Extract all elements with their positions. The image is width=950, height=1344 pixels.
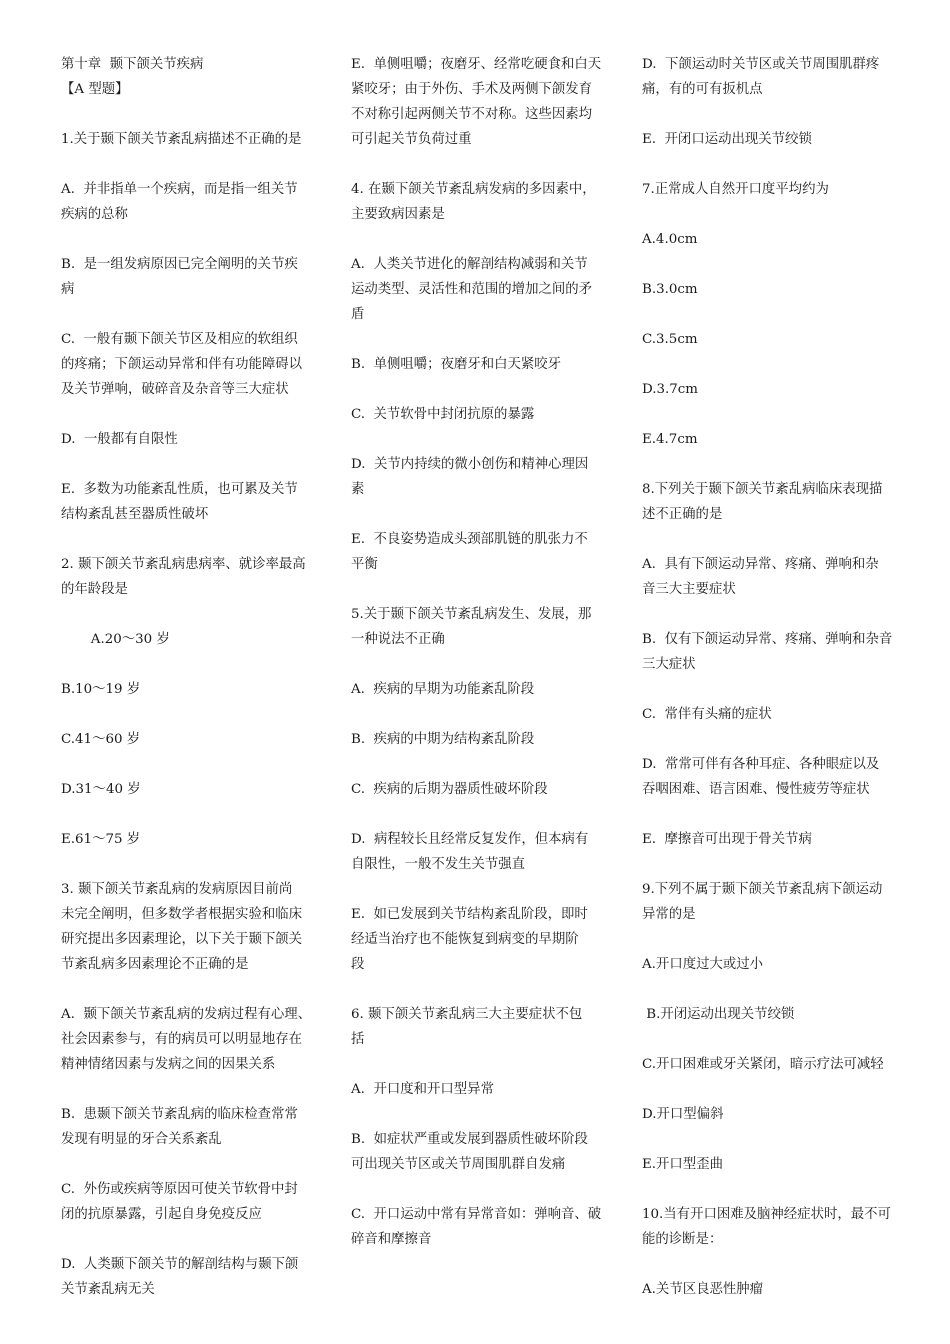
paragraph-gap [351,227,613,252]
text-line: 的年龄段是 [61,582,128,597]
paragraph-gap [61,652,323,677]
paragraph-gap [351,377,613,402]
text-line: 1.关于颞下颌关节紊乱病描述不正确的是 [61,132,302,147]
text-line: A. 人类关节进化的解剖结构减弱和关节 [351,257,588,272]
text-line: 段 [351,957,365,972]
paragraph-gap [61,102,323,127]
text-line: 闭的抗原暴露，引起自身免疫反应 [61,1207,262,1222]
paragraph-gap [61,802,323,827]
paragraph-gap [61,977,323,1002]
text-line: D. 常常可伴有各种耳症、各种眼症以及 [642,757,880,772]
text-line: A. 并非指单一个疾病，而是指一组关节 [61,182,298,197]
paragraph-gap [351,802,613,827]
text-line: 碎音和摩擦音 [351,1232,432,1247]
column-right [642,52,904,1302]
paragraph-gap [351,152,613,177]
paragraph-gap [61,852,323,877]
text-line: D. 关节内持续的微小创伤和精神心理因 [351,457,589,472]
paragraph-gap [642,1177,904,1202]
text-line: 素 [351,482,365,497]
paragraph-gap [642,1077,904,1102]
paragraph-gap [642,727,904,752]
paragraph-gap [642,927,904,952]
paragraph-gap [642,1127,904,1152]
paragraph-gap [61,302,323,327]
text-line: 4. 在颞下颌关节紊乱病发病的多因素中， [351,182,596,197]
text-line: D. 病程较长且经常反复发作，但本病有 [351,832,589,847]
text-line: E.61～75 岁 [61,832,141,847]
text-line: 精神情绪因素与发病之间的因果关系 [61,1057,276,1072]
paragraph-gap [351,1102,613,1127]
text-line: 可引起关节负荷过重 [351,132,472,147]
text-line: D. 一般都有自限性 [61,432,178,447]
paragraph-gap [642,1252,904,1277]
paragraph-gap [351,877,613,902]
text-line: A. 具有下颌运动异常、疼痛、弹响和杂 [642,557,879,572]
paragraph-gap [61,1227,323,1252]
paragraph-gap [61,527,323,552]
text-line: B. 疾病的中期为结构紊乱阶段 [351,732,535,747]
paragraph-gap [351,702,613,727]
text-line: 9.下列不属于颞下颌关节紊乱病下颌运动 [642,882,883,897]
text-line: 【A 型题】 [61,82,129,97]
paragraph-gap [642,102,904,127]
text-line: E. 不良姿势造成头颈部肌链的肌张力不 [351,532,588,547]
text-line: 关节紊乱病无关 [61,1282,155,1297]
text-line: 病 [61,282,75,297]
text-line: 及关节弹响，破碎音及杂音等三大症状 [61,382,289,397]
paragraph-gap [351,977,613,1002]
text-line: B.开闭运动出现关节绞锁 [642,1007,795,1022]
text-line: 未完全阐明，但多数学者根据实验和临床 [61,907,303,922]
text-line: 述不正确的是 [642,507,723,522]
paragraph-gap [61,1077,323,1102]
text-line: 疾病的总称 [61,207,128,222]
paragraph-gap [61,452,323,477]
text-line: B. 如症状严重或发展到器质性破坏阶段 [351,1132,588,1147]
text-line: 音三大主要症状 [642,582,736,597]
paragraph-gap [351,327,613,352]
text-line: 7.正常成人自然开口度平均约为 [642,182,829,197]
text-line: 2. 颞下颌关节紊乱病患病率、就诊率最高 [61,557,306,572]
text-line: 运动类型、灵活性和范围的增加之间的矛 [351,282,593,297]
text-line: B. 患颞下颌关节紊乱病的临床检查常常 [61,1107,298,1122]
text-line: A. 颞下颌关节紊乱病的发病过程有心理、 [61,1007,312,1022]
text-line: E. 如已发展到关节结构紊乱阶段，即时 [351,907,588,922]
paragraph-gap [642,852,904,877]
text-line: E.开口型歪曲 [642,1157,723,1172]
text-line: 自限性，一般不发生关节强直 [351,857,526,872]
text-line: E. 多数为功能紊乱性质，也可累及关节 [61,482,298,497]
text-line: 研究提出多因素理论，以下关于颞下颌关 [61,932,303,947]
text-line: B.10～19 岁 [61,682,141,697]
text-line: B. 单侧咀嚼；夜磨牙和白天紧咬牙 [351,357,562,372]
text-line: D. 下颌运动时关节区或关节周围肌群疼 [642,57,880,72]
paragraph-gap [61,227,323,252]
text-line: 能的诊断是： [642,1232,723,1247]
paragraph-gap [642,452,904,477]
text-line: B. 仅有下颌运动异常、疼痛、弹响和杂音 [642,632,893,647]
paragraph-gap [642,977,904,1002]
text-line: 结构紊乱甚至器质性破坏 [61,507,209,522]
text-line: D. 人类颞下颌关节的解剖结构与颞下颌 [61,1257,299,1272]
text-line: 5.关于颞下颌关节紊乱病发生、发展，那 [351,607,592,622]
text-line: C. 一般有颞下颌关节区及相应的软组织 [61,332,298,347]
text-line: C. 关节软骨中封闭抗原的暴露 [351,407,535,422]
text-line: 8.下列关于颞下颌关节紊乱病临床表现描 [642,482,883,497]
paragraph-gap [61,602,323,627]
paragraph-gap [61,152,323,177]
text-line: 异常的是 [642,907,696,922]
paragraph-gap [351,1177,613,1202]
paragraph-gap [351,652,613,677]
text-line: 的疼痛；下颌运动异常和伴有功能障碍以 [61,357,303,372]
text-line: 社会因素参与，有的病员可以明显地存在 [61,1032,303,1047]
text-line: E. 摩擦音可出现于骨关节病 [642,832,812,847]
text-line: 节紊乱病多因素理论不正确的是 [61,957,249,972]
text-line: 10.当有开口困难及脑神经症状时，最不可 [642,1207,891,1222]
text-line: A.开口度过大或过小 [642,957,764,972]
paragraph-gap [642,252,904,277]
paragraph-gap [61,752,323,777]
text-line: C.41～60 岁 [61,732,141,747]
text-line: 第十章 颞下颌关节疾病 [61,57,204,72]
text-line: 经适当治疗也不能恢复到病变的早期阶 [351,932,579,947]
text-line: A. 开口度和开口型异常 [351,1082,494,1097]
column-left [61,52,323,1302]
text-line: 可出现关节区或关节周围肌群自发痛 [351,1157,566,1172]
paragraph-gap [351,1052,613,1077]
text-line: 主要致病因素是 [351,207,445,222]
paragraph-gap [351,427,613,452]
text-line: 不对称引起两侧关节不对称。这些因素均 [351,107,593,122]
text-line: C. 常伴有头痛的症状 [642,707,772,722]
paragraph-gap [642,202,904,227]
text-line: B. 是一组发病原因已完全阐明的关节疾 [61,257,298,272]
text-line: 括 [351,1032,365,1047]
text-line: 痛，有的可有扳机点 [642,82,763,97]
paragraph-gap [642,527,904,552]
paragraph-gap [642,402,904,427]
text-line: 盾 [351,307,365,322]
text-line: 平衡 [351,557,378,572]
text-line: 6. 颞下颌关节紊乱病三大主要症状不包 [351,1007,583,1022]
text-line: E. 单侧咀嚼；夜磨牙、经常吃硬食和白天 [351,57,602,72]
text-line: C. 外伤或疾病等原因可使关节软骨中封 [61,1182,298,1197]
text-line: D.31～40 岁 [61,782,141,797]
text-line: C. 疾病的后期为器质性破坏阶段 [351,782,548,797]
paragraph-gap [642,152,904,177]
paragraph-gap [61,402,323,427]
text-line: E.4.7cm [642,432,698,447]
text-line: C.开口困难或牙关紧闭，暗示疗法可减轻 [642,1057,884,1072]
paragraph-gap [351,752,613,777]
paragraph-gap [642,602,904,627]
text-line: 一种说法不正确 [351,632,445,647]
text-line: A. 疾病的早期为功能紊乱阶段 [351,682,535,697]
paragraph-gap [642,802,904,827]
text-line: 三大症状 [642,657,696,672]
text-line: 发现有明显的牙合关系紊乱 [61,1132,222,1147]
paragraph-gap [351,502,613,527]
paragraph-gap [351,577,613,602]
text-line: A.4.0cm [642,232,698,247]
text-line: C.3.5cm [642,332,698,347]
text-line: A.关节区良恶性肿瘤 [642,1282,764,1297]
text-line: A.20～30 岁 [61,632,170,647]
text-line: D.开口型偏斜 [642,1107,724,1122]
paragraph-gap [642,302,904,327]
text-line: B.3.0cm [642,282,698,297]
text-line: C. 开口运动中常有异常音如：弹响音、破 [351,1207,602,1222]
paragraph-gap [642,352,904,377]
paragraph-gap [61,702,323,727]
paragraph-gap [642,1027,904,1052]
text-line: 吞咽困难、语言困难、慢性疲劳等症状 [642,782,870,797]
text-line: 紧咬牙；由于外伤、手术及两侧下颌发育 [351,82,593,97]
text-line: E. 开闭口运动出现关节绞锁 [642,132,812,147]
text-line: 3. 颞下颌关节紊乱病的发病原因目前尚 [61,882,293,897]
text-line: D.3.7cm [642,382,699,397]
paragraph-gap [642,677,904,702]
column-middle [351,52,613,1252]
paragraph-gap [61,1152,323,1177]
